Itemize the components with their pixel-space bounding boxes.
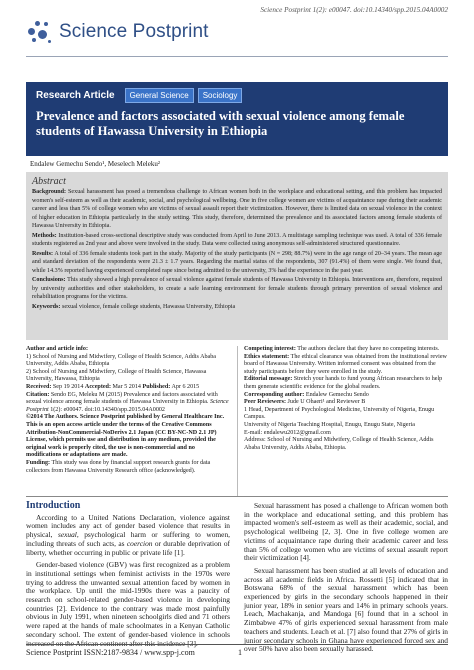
article-info-right: Competing interest: The authors declare that they have no competing interests. Ethics statement: The ethical clearance was obtained from the institutional review board of Hawassa University. Written informed consent was obtained from the study participants before they were enrolled in the study. Editorial message: Stretch your hands to fund young African researchers to help them generate scientific evidence for the global readers. Corresponding author: Endalew Gemechu Sendo Peer Reviewers: Jude U Ohaeri¹ and Reviewer B 1 Head, Department of Psychological Medicine, University of Nigeria, Enugu Campus. University of Nigeria Teaching Hospital, Enugu, Enugu State, Nigeria E-mail: endalewu2012@gmail.com Address: School of Nursing and Midwifery, College of Health Science, Addis Ababa University, Addis Ababa, Ethiopia. [244,346,447,451]
introduction-heading: Introduction [26,500,81,511]
abstract-conclusions: Conclusions: This study showed a high prevalence of sexual violence against female students of Hawassa University in Ethiopia. Interventions are, therefore, required by university authorities and other stakeholders, to create a safe learning environment for female students through primary prevention of sexual violence and rehabilitation programs for the victims. [32,277,442,300]
abstract-methods: Methods: Institution-based cross-sectional descriptive study was conducted from April to June 2013. A multistage sampling technique was used. A total of 336 female students registered as 2nd year and above were involved in the study. Data were collected using anonymous self-administered structured questionnaire. [32,232,442,247]
author-line: Endalew Gemechu Sendo¹, Meselech Meleku² [30,160,160,168]
article-banner [26,82,448,156]
section-label: Research Article [36,90,115,101]
abstract-box [26,172,448,340]
header-divider [26,56,448,57]
article-info-left: Author and article info: 1) School of Nursing and Midwifery, College of Health Science, Addis Ababa University, Addis Ababa, Ethiopia 2) School of Nursing and Midwifery, College of Health Science, Hawassa University, Hawassa, Ethiopia Received: Sep 19 2014 Accepted: Mar 5 2014 Published: Apr 6 2015 Citation: Sendo EG, Meleku M (2015) Prevalence and factors associated with sexual violence among female students of Hawassa University in Ethiopia. Science Postprint 1(2): e00047. doi:10.14340/spp.2015.04A0002 ©2014 The Authors. Science Postprint published by General Healthcare Inc. This is an open access article under the terms of the Creative Commons Attribution-NonCommercial-NoDerivs 2.1 Japan (CC BY-NC-ND 2.1 JP) License, which permits use and distribution in any medium, provided the original work is properly cited, the use is non-commercial and no modifications or adaptations are made. Funding: This study was done by financial support research grants for data collectors from Hawassa University Research office (acknowledged). [26,346,229,474]
body-paragraph: Gender-based violence (GBV) was first recognized as a problem in institutional settings when feminist activists in the 1970s were trying to address the unwanted sexual attention faced by women in the workplace. Up until the mid-1990s there was a paucity of research on school-related gender-based violence in developing countries [2]. Evidence to the contrary was made most painfully obvious in July 1991, when nineteen schoolgirls died and 71 others were raped at the hands of male schoolmates in a Kenyan Catholic secondary school. The extent of gender-based violence in schools increased on the African continent after this incidence [3]. [26,560,230,648]
abstract-heading: Abstract [32,176,66,187]
section-divider [26,496,448,497]
tag-sociology[interactable]: Sociology [198,88,243,103]
body-paragraph: According to a United Nations Declaration, violence against women includes any act of gender based violence that results in physical, sexual, psychological harm or suffering to women, including threats of such acts, as coercion or durable deprivation of liberty, whether occurring in public or private life [1]. [26,512,230,557]
abstract-results: Results: A total of 336 female students took part in the study. Majority of the study participants (N = 298; 88.7%) were in the age range of 20–34 years. The mean age and standard deviation of the respondents were 21.3 ± 1.7 years. Regarding the marital status of the respondents, 307 (91.4%) of them were single. We found that, while 14.3% reported having experienced completed rape since being admitted to the university, 3% had the experience in the past year. [32,250,443,274]
footer-issn: Science Postprint ISSN:2187-9834 / www.spp-j.com [26,648,195,657]
body-column-right [244,502,448,658]
body-paragraph: Sexual harassment has posed a challenge to African women both in the workplace and educational setting, and this problem has impacted women's self-esteem as well as their academic, social, and psychological wellbeing [2, 3]. One in five college women are victims of acquaintance rape during their academic career and less than 5% of college women who are victims of sexual assault report their victimization [4]. [244,501,448,563]
footer-divider [26,644,448,645]
tag-general-science[interactable]: General Science [125,88,194,103]
corresponding-email[interactable]: E-mail: endalewu2012@gmail.com [244,429,331,436]
body-column-left [26,502,230,652]
journal-logo [26,18,209,46]
article-title: Prevalence and factors associated with sexual violence among female students of Hawassa University in Ethiopia [36,109,405,138]
journal-citation: Science Postprint 1(2): e00047. doi:10.14340/spp.2015.04A0002 [260,6,448,14]
info-column-divider [237,346,238,496]
abstract-background: Background: Sexual harassment has posed a tremendous challenge to African women both in the workplace and educational setting, and this problem has impacted women's self-esteem as well as their academic, social, and psychological wellbeing. One in five college women are victims of acquaintance rape during their academic career and less than 5% of college women who are victims of sexual assault report their victimization. However, there is limited data on sexual violence in the context of higher education in Ethiopia particularly in the study setting. This study, therefore, determined the prevalence and its associated factors among female students of Hawassa University in Ethiopia. [32,189,442,229]
body-paragraph: Sexual harassment has been studied at all levels of education and across all academic fields in Africa. Rossetti [5] indicated that in Botswana 68% of the sexual harassment which has been experienced by girls in the secondary schools happened in their junior year, 18% in senior years and 14% in primary schools years. Leach, Machakanja, and Mandoga [6] found that in a school in Zimbabwe 47% of girls experienced sexual harassment from male teachers and students. Leach et al. [7] also found that 27% of girls in junior secondary schools in Ghana have experienced forced sex and over 50% have also been sexually harassed. [244,565,448,654]
page-number: 1 [238,648,242,657]
logo-mark-icon [26,18,54,46]
logo-text: Science Postprint [59,21,209,42]
abstract-keywords: Keywords: sexual violence, female college students, Hawassa University, Ethiopia [32,303,236,310]
